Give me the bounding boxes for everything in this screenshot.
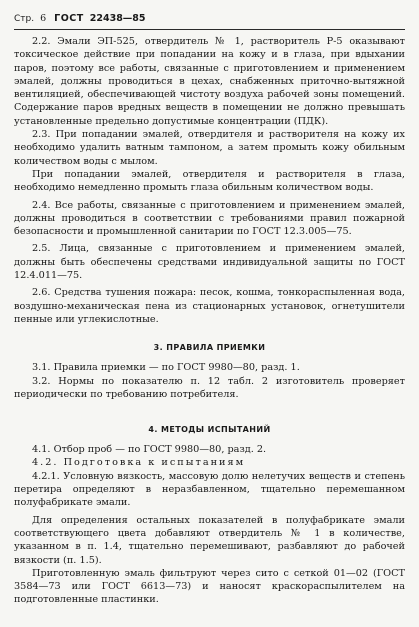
paragraph-2-5: 2.5. Лица, связанные с приготовлением и применением эмалей, должны быть обеспечены средствами индивидуальной защиты по ГОСТ 12.4.011—75. [14, 243, 405, 282]
header-divider [14, 29, 405, 30]
page-number: 6 [40, 13, 47, 24]
paragraph-4-2-1: 4.2.1. Условную вязкость, массовую долю нелетучих веществ и степень перетира определяют в неразбавленном, тщательно перемешанном полуфабрикате эмали. [14, 470, 405, 509]
page-header [14, 13, 146, 25]
section-4-title: 4. МЕТОДЫ ИСПЫТАНИЙ [148, 425, 271, 435]
paragraph-4-1: 4.1. Отбор проб — по ГОСТ 9980—80, разд. 2. [32, 444, 267, 456]
paragraph-2-4: 2.4. Все работы, связанные с приготовлением и применением эмалей, должны проводиться в соответствии с требованиями правил пожарной безопасности и промышленной санитарии по ГОСТ 12.3.005—75. [14, 199, 405, 238]
paragraph-3-1: 3.1. Правила приемки — по ГОСТ 9980—80, разд. 1. [32, 362, 300, 374]
paragraph-3-2: 3.2. Нормы по показателю п. 12 табл. 2 изготовитель проверяет периодически по требованию потребителя. [14, 375, 405, 400]
paragraph-4-2: 4.2. Подготовка к испытаниям [32, 457, 246, 469]
section-3-title: 3. ПРАВИЛА ПРИЕМКИ [153, 343, 266, 353]
paragraph-2-6: 2.6. Средства тушения пожара: песок, кошма, тонкораспыленная вода, воздушно-механическая пена из стационарных установок, огнетушители пенные или углекислотные. [14, 287, 405, 325]
paragraph-4-2-1-b: Для определения остальных показателей в полуфабрикате эмали соответствующего цвета добавляют отвердитель № 1 в количестве, указанном в п. 1.4, тщательно перемешивают, разбавляют до рабочей вязкости (п. 1.5). [14, 514, 405, 566]
paragraph-2-2: 2.2. Эмали ЭП-525, отвердитель № 1, растворитель Р-5 оказывают токсическое действие при попадании на кожу и в глаза, при вдыхании паров, поэтому все работы, связанные с приготовлением и применением эмалей, должны проводиться в цехах, снабженных приточно-вытяжной вентиляцией, обеспечивающей чистоту воздуха рабочей зоны помещений. Содержание паров вредных веществ в помещении не должно превышать установленные предельно допустимые концентрации (ПДК). [14, 36, 405, 127]
paragraph-2-3: 2.3. При попадании эмалей, отвердителя и растворителя на кожу их необходимо удалить ватным тампоном, а затем промыть кожу обильным количеством воды с мылом. [14, 129, 405, 167]
paragraph-2-3-eyes: При попадании эмалей, отвердителя и растворителя в глаза, необходимо немедленно промыть глаза обильным количеством воды. [14, 168, 405, 194]
standard-code: 22438—85 [89, 13, 146, 24]
standard-name: ГОСТ [54, 13, 84, 24]
paragraph-4-2-1-c: Приготовленную эмаль фильтруют через сито с сеткой 01—02 (ГОСТ 3584—73 или ГОСТ 6613—73) и наносят краскораспылителем на подготовленные пластинки. [14, 567, 405, 606]
document-body [14, 35, 405, 607]
page-label: Стр. [14, 14, 35, 24]
